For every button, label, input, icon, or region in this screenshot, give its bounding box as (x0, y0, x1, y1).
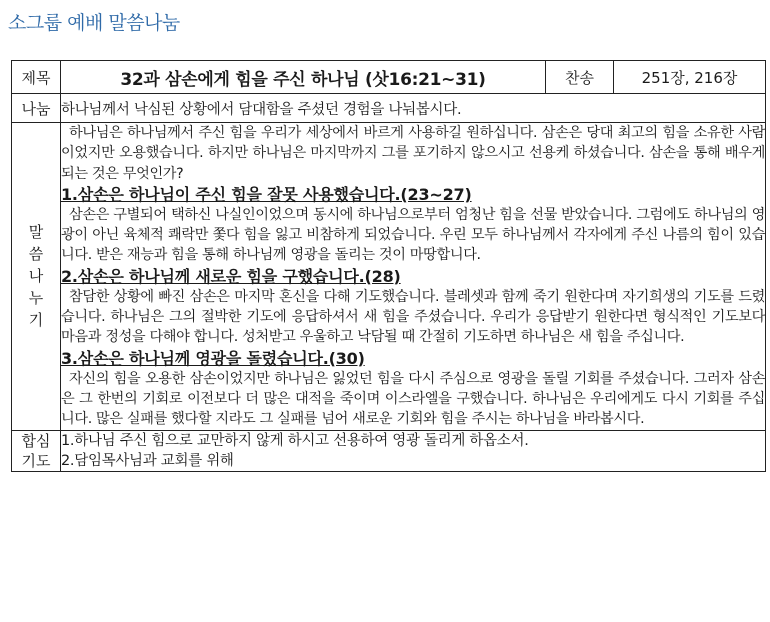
section-heading: 3.삼손은 하나님께 영광을 돌렸습니다.(30) (61, 348, 365, 368)
prayer-item: 1.하나님 주신 힘으로 교만하지 않게 하시고 선용하여 영광 돌리게 하옵소서. (61, 432, 529, 449)
prayer-label-line: 합심 (21, 431, 51, 450)
section-heading: 2.삼손은 하나님께 새로운 힘을 구했습니다.(28) (61, 266, 401, 286)
section-heading: 1.삼손은 하나님이 주신 힘을 잘못 사용했습니다.(23~27) (61, 184, 472, 204)
hymn-label: 찬송 (546, 61, 614, 94)
message-label-char: 누 (28, 289, 44, 308)
message-label-char: 기 (28, 311, 44, 330)
prayer-label-line: 기도 (21, 451, 51, 470)
prayer-item: 2.담임목사님과 교회를 위해 (61, 452, 234, 469)
section-paragraph: 자신의 힘을 오용한 삼손이었지만 하나님은 잃었던 힘을 다시 주심으로 영광을 돌릴 기회를 주셨습니다. 그러자 삼손은 그 한번의 기회로 이전보다 더 많은 대적을 죽이며 이스라엘을 구했습니다. 하나님은 우리에게도 다시 기회를 주십니다. 많은 실패를 했다할 지라도 그 실패를 넘어 새로운 기회와 힘을 주시는 하나님을 바라봅시다. (61, 370, 765, 428)
message-label-char: 말 (28, 223, 44, 242)
hymn-numbers: 251장, 216장 (614, 61, 766, 94)
intro-paragraph: 하나님은 하나님께서 주신 힘을 우리가 세상에서 바르게 사용하길 원하십니다. 삼손은 당대 최고의 힘을 소유한 사람이었지만 오용했습니다. 하지만 하나님은 마지막까지 그를 포기하지 않으시고 선용케 하셨습니다. 삼손을 통해 배우게 되는 것은 무엇인가? (61, 125, 765, 182)
prayer-row (12, 430, 766, 471)
message-row (12, 123, 766, 431)
title-label: 제목 (12, 61, 61, 94)
lesson-title: 32과 삼손에게 힘을 주신 하나님 (삿16:21~31) (61, 61, 546, 94)
title-row (12, 61, 766, 94)
prayer-list (61, 430, 766, 471)
share-question: 하나님께서 낙심된 상황에서 담대함을 주셨던 경험을 나눠봅시다. (61, 94, 766, 123)
share-label: 나눔 (12, 94, 61, 123)
share-row (12, 94, 766, 123)
section-paragraph: 삼손은 구별되어 택하신 나실인이었으며 동시에 하나님으로부터 엄청난 힘을 선물 받았습니다. 그럼에도 하나님의 영광이 아닌 육체적 쾌락만 쫓다 힘을 잃고 비참하게 되었습니다. 우린 모두 하나님께서 각자에게 주신 나름의 힘이 있습니다. 받은 재능과 힘을 통해 하나님께 영광을 돌리는 것이 마땅합니다. (61, 206, 765, 264)
message-body (61, 123, 766, 431)
message-label (12, 123, 61, 431)
section-paragraph: 참담한 상황에 빠진 삼손은 마지막 혼신을 다해 기도했습니다. 블레셋과 함께 죽기 원한다며 자기희생의 기도를 드렸습니다. 하나님은 그의 절박한 기도에 응답하셔서 새 힘을 주셨습니다. 우리가 응답받기 원한다면 형식적인 기도보다 마음과 정성을 다해야 합니다. 성처받고 우울하고 낙담될 때 간절히 기도하면 하나님은 새 힘을 주십니다. (61, 288, 765, 346)
prayer-label (12, 430, 61, 471)
message-label-char: 나 (28, 267, 44, 286)
sermon-sheet-table (11, 60, 766, 472)
message-label-char: 씀 (28, 245, 44, 264)
page-title: 소그룹 예배 말씀나눔 (8, 12, 180, 34)
